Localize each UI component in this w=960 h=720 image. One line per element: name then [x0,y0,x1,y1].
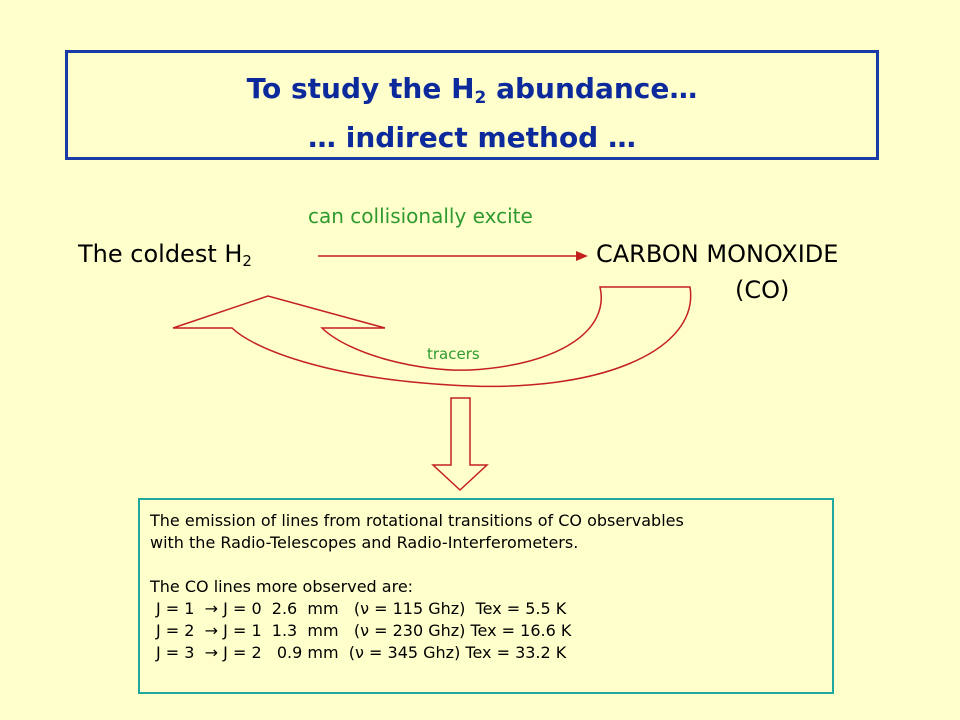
target-label-line2: (CO) [735,276,790,304]
down-arrow [433,398,487,490]
source-subscript: 2 [242,252,252,270]
co-line-2: J = 2 → J = 1 1.3 mm (ν = 230 Ghz) Tex = 16.6 K [156,621,572,640]
spacer [150,554,832,576]
excite-arrow-head [576,251,588,261]
co-line-1: J = 1 → J = 0 2.6 mm (ν = 115 Ghz) Tex = 5.5 K [156,599,567,618]
info-heading: The CO lines more observed are: [150,577,414,596]
title-line-2: … indirect method … [308,121,636,154]
source-label [78,240,252,270]
excite-label: can collisionally excite [308,204,533,228]
tracer-curved-arrow [173,287,691,386]
co-line-3: J = 3 → J = 2 0.9 mm (ν = 345 Ghz) Tex = 33.2 K [156,643,567,662]
source-text: The coldest H [78,240,243,268]
target-label-line1: CARBON MONOXIDE [596,240,839,268]
info-para1-line2: with the Radio-Telescopes and Radio-Interferometers. [150,533,579,552]
title-subscript: 2 [474,88,487,108]
info-box [138,498,834,694]
info-para1-line1: The emission of lines from rotational transitions of CO observables [150,511,684,530]
title-text-post: abundance… [486,72,698,105]
title-text-pre: To study the H [246,72,475,105]
tracers-label: tracers [427,345,480,363]
